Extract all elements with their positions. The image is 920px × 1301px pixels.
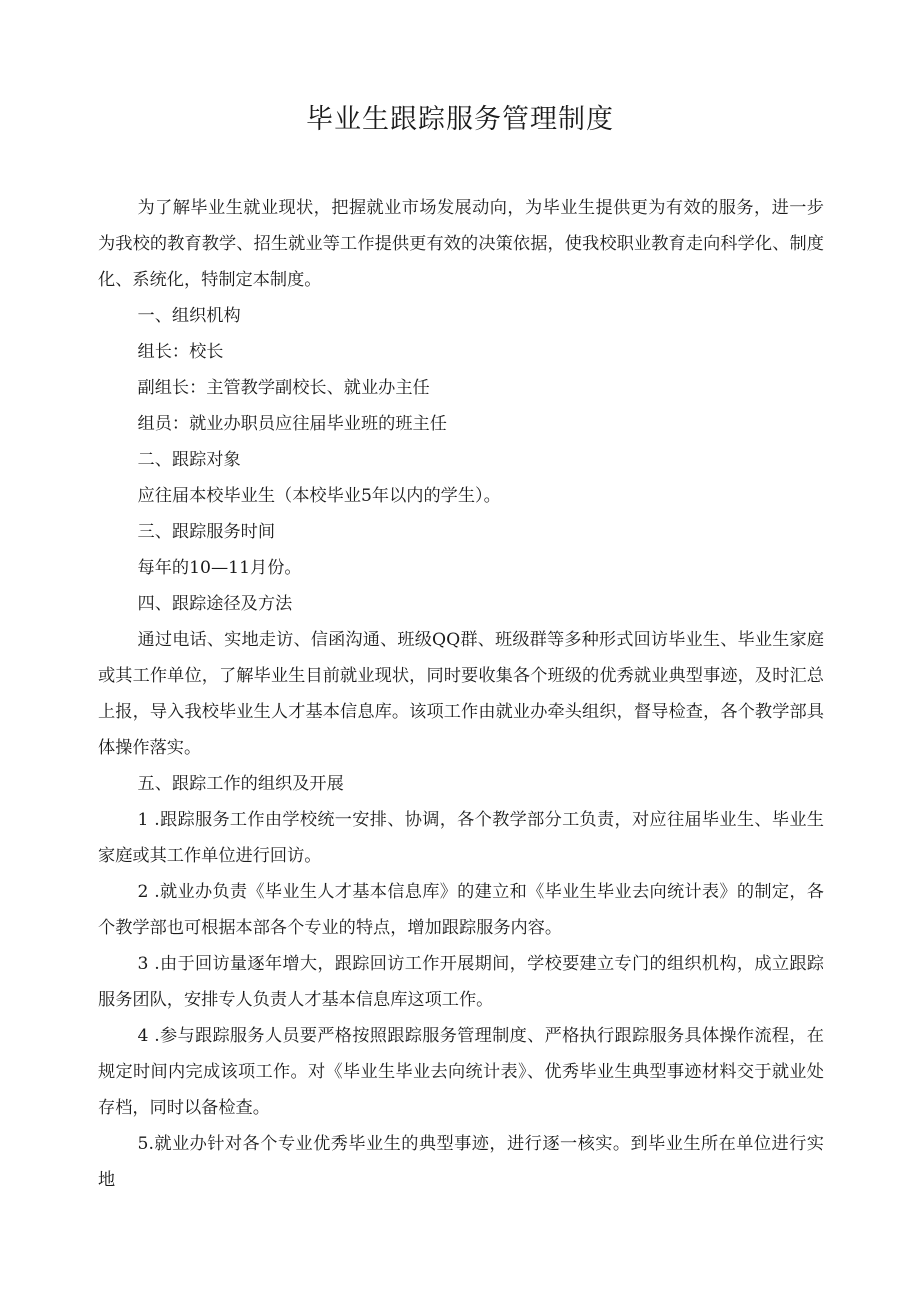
- deputy-leader-line: 副组长：主管教学副校长、就业办主任: [137, 378, 430, 398]
- section-heading-methods: 四、跟踪途径及方法: [137, 594, 293, 614]
- item-2-paragraph: 2 .就业办负责《毕业生人才基本信息库》的建立和《毕业生毕业去向统计表》的制定，各个教学部也可根据本部各个专业的特点，增加跟踪服务内容。: [98, 882, 824, 938]
- team-members-line: 组员：就业办职员应往届毕业班的班主任: [137, 414, 447, 434]
- intro-paragraph: 为了解毕业生就业现状，把握就业市场发展动向，为毕业生提供更为有效的服务，进一步为我校的教育教学、招生就业等工作提供更有效的决策依据，使我校职业教育走向科学化、制度化、系统化，特制定本制度。: [98, 198, 824, 290]
- item-1-paragraph: 1 .跟踪服务工作由学校统一安排、协调，各个教学部分工负责，对应往届毕业生、毕业生家庭或其工作单位进行回访。: [98, 810, 824, 866]
- section-heading-organization-work: 五、跟踪工作的组织及开展: [137, 774, 344, 794]
- methods-paragraph: 通过电话、实地走访、信函沟通、班级QQ群、班级群等多种形式回访毕业生、毕业生家庭或其工作单位，了解毕业生目前就业现状，同时要收集各个班级的优秀就业典型事迹，及时汇总上报，导入我校毕业生人才基本信息库。该项工作由就业办牵头组织，督导检查，各个教学部具体操作落实。: [98, 630, 824, 758]
- section-heading-organization: 一、组织机构: [137, 306, 241, 326]
- team-leader-line: 组长：校长: [137, 342, 224, 362]
- section-heading-target: 二、跟踪对象: [137, 450, 241, 470]
- section-heading-time: 三、跟踪服务时间: [137, 522, 276, 542]
- document-body: [98, 190, 824, 1198]
- document-title: 毕业生跟踪服务管理制度: [306, 104, 614, 135]
- item-4-paragraph: 4 .参与跟踪服务人员要严格按照跟踪服务管理制度、严格执行跟踪服务具体操作流程，在规定时间内完成该项工作。对《毕业生毕业去向统计表》、优秀毕业生典型事迹材料交于就业处存档，同时以备检查。: [98, 1026, 824, 1118]
- item-5-paragraph: 5.就业办针对各个专业优秀毕业生的典型事迹，进行逐一核实。到毕业生所在单位进行实地: [98, 1134, 824, 1190]
- time-description: 每年的10—11月份。: [137, 558, 302, 578]
- item-3-paragraph: 3 .由于回访量逐年增大，跟踪回访工作开展期间，学校要建立专门的组织机构，成立跟踪服务团队，安排专人负责人才基本信息库这项工作。: [98, 954, 824, 1010]
- target-description: 应往届本校毕业生（本校毕业5年以内的学生）。: [137, 486, 501, 506]
